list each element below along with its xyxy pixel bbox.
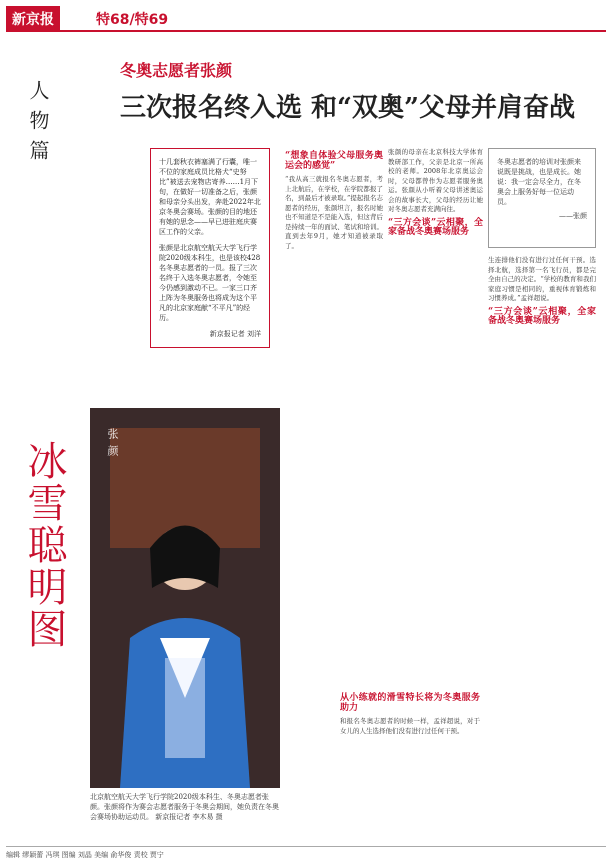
left-column bbox=[6, 40, 76, 810]
intro-box bbox=[150, 148, 270, 348]
caption-text: 北京航空航天大学飞行学院2020级本科生、冬奥志愿者张颜。张颜将作为赛会志愿者服务于冬奥会期间，她负责在冬奥会赛场协助运动员。 bbox=[90, 793, 279, 821]
column-2 bbox=[388, 148, 483, 242]
column-1-body: “我从高三就报名冬奥志愿者，考上北航后，在学校，在学院都报了名，到最后才被录取。”提起报名志愿者的经历，张颜坦言，报名时她也不知道是不是能入选，但这背后是持续一年的面试、笔试和培训。直到去年9月，她才知道被录取了。 bbox=[285, 175, 383, 250]
headline-block bbox=[90, 58, 600, 124]
page-numbers: 特68/特69 bbox=[96, 12, 169, 28]
masthead bbox=[6, 6, 606, 32]
column-2-subhead: “三方会谈”云相聚，全家备战冬奥赛场服务 bbox=[388, 217, 483, 237]
portrait-photo bbox=[90, 408, 280, 788]
intro-paragraph-2: 张颜是北京航空航天大学飞行学院2020级本科生，也是该校428名冬奥志愿者的一员。报了三次名终于入选冬奥志愿者，令她至今仍感到激动不已。一家三口齐上阵为冬奥服务也将成为这个平凡的北京家庭献“不平凡”的经历。 bbox=[159, 244, 261, 322]
intro-byline: 新京报记者 刘洋 bbox=[209, 330, 261, 338]
column-1 bbox=[285, 148, 383, 251]
kicker: 冬奥志愿者张颜 bbox=[120, 61, 233, 80]
column-1-subhead: “想象自体验父母服务奥运会的感觉” bbox=[285, 151, 383, 171]
column-4-body: 和报名冬奥志愿者的时候一样，孟祥超说，对于女儿的人生选择他们没有进行过任何干预。 bbox=[340, 717, 480, 735]
photo-name-label: 张颜 bbox=[106, 428, 119, 462]
photo-caption bbox=[90, 792, 280, 822]
newspaper-logo: 新京报 bbox=[6, 6, 60, 30]
quote-box bbox=[488, 148, 596, 248]
quote-signature: ——张颜 bbox=[559, 212, 587, 220]
section-label: 人物篇 bbox=[26, 80, 50, 170]
column-2-body: 张颜的母亲在北京科技大学体育教研部工作，父亲是北京一所高校的老师。2008年北京奥运会时，父母都曾作为志愿者服务奥运。张颜从小听着父母讲述奥运会的故事长大，父母的经历让她对冬奥志愿者充满向往。 bbox=[388, 148, 483, 213]
caption-credit: 新京报记者 李木易 摄 bbox=[155, 813, 223, 821]
quote-text: 冬奥志愿者的培训对张颜来说既是挑战，也是成长。她说：我一定会尽全力，在冬奥会上服务好每一位运动员。 bbox=[497, 158, 581, 206]
column-4 bbox=[340, 690, 480, 736]
footer-credits: 编辑 缪颖蕾 冯琪 图编 刘晶 美编 俞华俊 责校 贾宁 bbox=[6, 846, 606, 860]
column-3-body: 生连排他们没有进行过任何干预。选择北航，选择第一名飞行员，都是完全由自己的决定。“学校的教育和我们家庭习惯是相同的，重视体育锻炼和习惯养成。”孟祥超说。 bbox=[488, 256, 596, 302]
theme-label: 冰雪聪明图 bbox=[21, 440, 67, 650]
headline-title: 三次报名终入选 和“双奥”父母并肩奋战 bbox=[120, 93, 575, 123]
intro-paragraph-1: 十几套秋衣裤塞满了行囊，唯一不位的家庭成员比格犬“史努比”被送去宠物店寄养……1月下旬，在做好一切准备之后，张颜和母亲分头出发，奔赴2022年北京冬奥会赛场。张颜的目的地还有她的思念——早已进驻庭庆赛区工作的父亲。 bbox=[159, 158, 261, 236]
column-3-subhead: “三方会谈”云相聚，全家备战冬奥赛场服务 bbox=[488, 306, 596, 326]
column-3 bbox=[488, 256, 596, 331]
portrait-illustration bbox=[90, 408, 280, 788]
column-4-subhead: 从小练就的滑雪特长将为冬奥服务助力 bbox=[340, 693, 480, 713]
